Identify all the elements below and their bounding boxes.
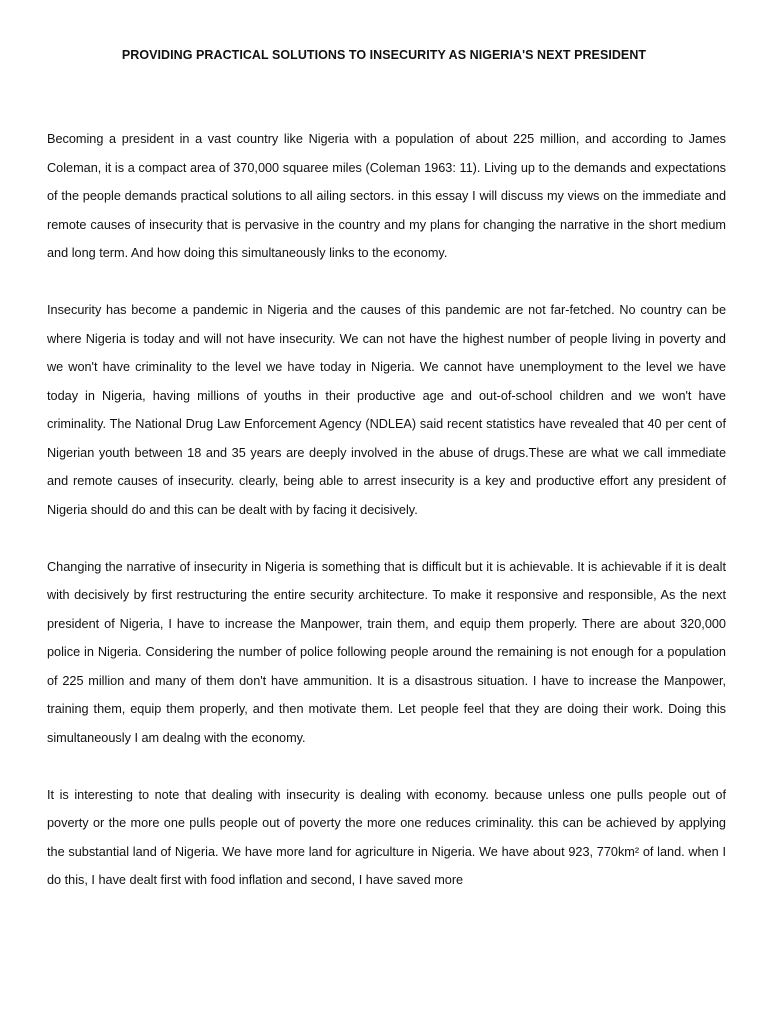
paragraph-causes: Insecurity has become a pandemic in Nigeria and the causes of this pandemic are not far-fetched. No country can be where Nigeria is today and will not have insecurity. We can not have the highest number of people living in poverty and we won't have criminality to the level we have today in Nigeria. We cannot have unemployment to the level we have today in Nigeria, having millions of youths in their productive age and out-of-school children and we won't have criminality. The National Drug Law Enforcement Agency (NDLEA) said recent statistics have revealed that 40 per cent of Nigerian youth between 18 and 35 years are deeply involved in the abuse of drugs.These are what we call immediate and remote causes of insecurity. clearly, being able to arrest insecurity is a key and productive effort any president of Nigeria should do and this can be dealt with by facing it decisively. bbox=[47, 303, 726, 517]
document-title: PROVIDING PRACTICAL SOLUTIONS TO INSECURITY AS NIGERIA'S NEXT PRESIDENT bbox=[121, 48, 647, 62]
paragraph-economy: It is interesting to note that dealing with insecurity is dealing with economy. because unless one pulls people out of poverty or the more one pulls people out of poverty the more one reduces criminality. this can be achieved by applying the substantial land of Nigeria. We have more land for agriculture in Nigeria. We have about 923, 770km² of land. when I do this, I have dealt first with food inflation and second, I have saved more bbox=[47, 787, 726, 887]
paragraph-intro: Becoming a president in a vast country like Nigeria with a population of about 225 million, and according to James Coleman, it is a compact area of 370,000 squaree miles (Coleman 1963: 11). Living up to the demands and expectations of the people demands practical solutions to all ailing sectors. in this essay I will discuss my views on the immediate and remote causes of insecurity that is pervasive in the country and my plans for changing the narrative in the short medium and long term. And how doing this simultaneously links to the economy. bbox=[47, 132, 726, 260]
paragraph-security-architecture: Changing the narrative of insecurity in Nigeria is something that is difficult but it is achievable. It is achievable if it is dealt with decisively by first restructuring the entire security architecture. To make it responsive and responsible, As the next president of Nigeria, I have to increase the Manpower, train them, and equip them properly. There are about 320,000 police in Nigeria. Considering the number of police following people around the remaining is not enough for a population of 225 million and many of them don't have ammunition. It is a disastrous situation. I have to increase the Manpower, training them, equip them properly, and then motivate them. Let people feel that they are doing their work. Doing this simultaneously I am dealng with the economy. bbox=[47, 559, 726, 745]
document-body bbox=[47, 125, 726, 895]
